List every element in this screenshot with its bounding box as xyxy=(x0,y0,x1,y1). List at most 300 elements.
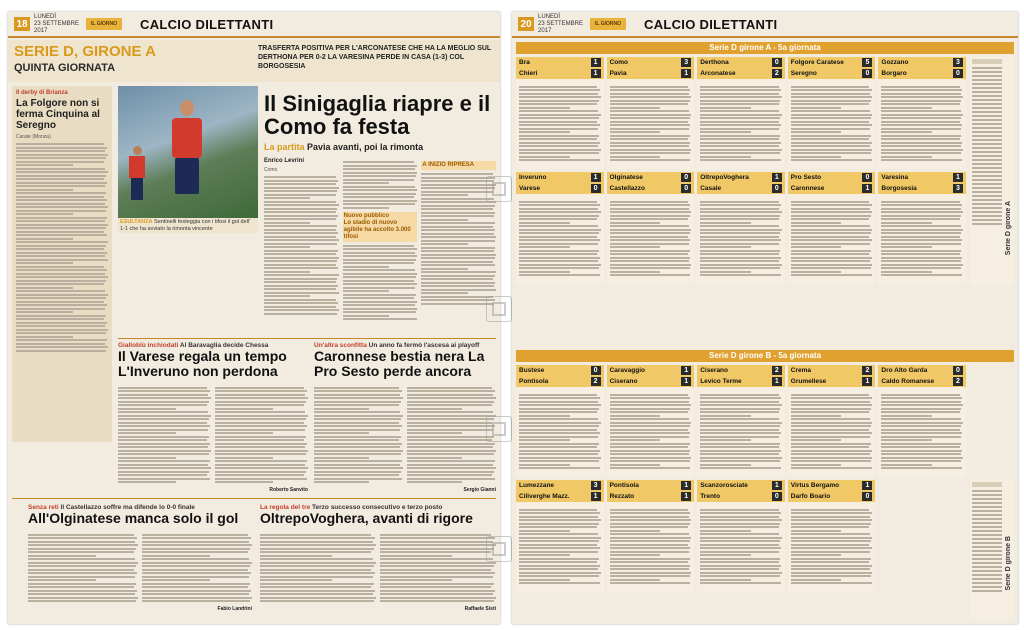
match-report-text xyxy=(878,197,966,280)
text-line xyxy=(610,117,690,119)
text-line xyxy=(610,572,692,574)
text-line xyxy=(421,194,467,196)
match-report-text xyxy=(516,505,604,588)
match-box xyxy=(697,172,785,284)
text-line xyxy=(142,565,250,567)
text-line xyxy=(881,89,962,91)
group-a-matches xyxy=(516,57,966,284)
text-line xyxy=(519,93,598,95)
text-line xyxy=(519,464,570,466)
away-team: Pavia xyxy=(609,70,627,77)
text-line xyxy=(791,464,842,466)
match-header xyxy=(788,480,876,502)
text-line xyxy=(264,288,336,290)
text-line xyxy=(16,213,73,215)
text-line xyxy=(610,100,690,102)
story-author: Sergio Gianni xyxy=(463,486,496,493)
home-score: 0 xyxy=(953,366,963,375)
text-line xyxy=(421,275,494,277)
text-line xyxy=(972,526,1002,528)
text-line xyxy=(16,304,107,306)
text-line xyxy=(700,156,751,158)
text-line xyxy=(519,425,599,427)
text-line xyxy=(610,540,690,542)
text-line xyxy=(700,89,781,91)
text-line xyxy=(700,436,779,438)
text-line xyxy=(791,418,870,420)
text-line xyxy=(791,582,872,584)
text-line xyxy=(264,225,337,227)
text-line xyxy=(972,586,1002,588)
text-line xyxy=(343,207,389,209)
text-line xyxy=(343,294,416,296)
text-line xyxy=(700,246,751,248)
text-line xyxy=(972,123,1002,125)
text-line xyxy=(700,96,782,98)
match-header xyxy=(607,57,695,79)
text-line xyxy=(16,266,104,268)
text-line xyxy=(519,96,601,98)
text-line xyxy=(972,175,1002,177)
text-line xyxy=(314,439,399,441)
text-line xyxy=(215,425,307,427)
text-line xyxy=(260,534,371,536)
text-line xyxy=(314,457,369,459)
text-line xyxy=(700,93,779,95)
story-body xyxy=(314,382,496,485)
text-line xyxy=(610,250,690,252)
text-line xyxy=(700,236,778,238)
text-line xyxy=(881,93,960,95)
text-line xyxy=(519,582,600,584)
text-line xyxy=(16,164,73,166)
text-line xyxy=(407,411,493,413)
text-line xyxy=(407,390,495,392)
text-line xyxy=(28,593,135,595)
text-line xyxy=(16,252,107,254)
text-line xyxy=(972,115,1002,117)
text-line xyxy=(380,572,495,574)
home-team: Scanzorosciate xyxy=(700,482,748,489)
text-line xyxy=(28,586,134,588)
text-line xyxy=(343,172,418,174)
text-line xyxy=(519,558,599,560)
story-body xyxy=(118,382,308,485)
text-line xyxy=(118,436,209,438)
text-line xyxy=(700,558,780,560)
main-article-column xyxy=(343,158,418,338)
text-line xyxy=(881,114,963,116)
text-line xyxy=(791,211,873,213)
group-b-bar: Serie D girone B - 5a giornata xyxy=(516,350,1014,362)
text-line xyxy=(215,422,304,424)
text-line xyxy=(791,274,872,276)
text-line xyxy=(215,436,306,438)
text-line xyxy=(118,481,176,483)
text-line xyxy=(700,274,781,276)
text-line xyxy=(260,544,376,546)
watermark-stamp xyxy=(486,296,512,322)
home-team: Bustese xyxy=(519,367,545,374)
text-line xyxy=(118,471,209,473)
text-line xyxy=(791,117,871,119)
text-line xyxy=(881,239,962,241)
text-line xyxy=(610,582,691,584)
text-line xyxy=(407,429,493,431)
text-line xyxy=(700,450,781,452)
story-kicker-lead: Un'altra sconfitta xyxy=(314,342,367,349)
text-line xyxy=(519,411,597,413)
away-team: Rezzato xyxy=(609,493,635,500)
text-line xyxy=(407,401,494,403)
text-line xyxy=(519,243,598,245)
text-line xyxy=(791,218,869,220)
text-line xyxy=(519,533,598,535)
text-line xyxy=(519,523,599,525)
text-line xyxy=(28,572,137,574)
text-line xyxy=(791,89,872,91)
text-line xyxy=(314,411,400,413)
text-line xyxy=(791,579,842,581)
photo-caption xyxy=(118,218,258,233)
group-b-matches xyxy=(516,365,966,592)
text-line xyxy=(610,429,688,431)
text-line xyxy=(700,117,780,119)
text-line xyxy=(519,418,598,420)
story-kicker-text: Al Baravaglia decide Chessa xyxy=(179,342,269,349)
text-line xyxy=(314,467,403,469)
text-line xyxy=(28,558,135,560)
text-line xyxy=(791,551,870,553)
text-line xyxy=(700,464,751,466)
text-line xyxy=(28,537,137,539)
text-line xyxy=(972,79,1002,81)
text-line xyxy=(610,579,661,581)
serie-subtitle: QUINTA GIORNATA xyxy=(14,62,116,74)
home-team: Virtus Bergamo xyxy=(790,482,840,489)
text-line xyxy=(791,135,871,137)
main-body-text xyxy=(421,173,496,305)
match-box xyxy=(788,480,876,592)
text-line xyxy=(791,509,869,511)
text-line xyxy=(791,159,872,161)
text-line xyxy=(519,457,601,459)
text-line xyxy=(16,206,108,208)
text-line xyxy=(264,292,339,294)
text-line xyxy=(519,394,597,396)
away-score: 0 xyxy=(862,69,872,78)
text-line xyxy=(610,201,688,203)
text-line xyxy=(700,397,781,399)
text-line xyxy=(215,390,307,392)
text-line xyxy=(118,460,210,462)
text-line xyxy=(881,236,959,238)
text-line xyxy=(421,257,494,259)
text-line xyxy=(610,464,661,466)
text-line xyxy=(700,208,779,210)
text-line xyxy=(16,297,106,299)
text-line xyxy=(16,245,106,247)
match-report-text xyxy=(516,197,604,280)
text-line xyxy=(972,71,1002,73)
text-line xyxy=(791,131,842,133)
text-line xyxy=(16,210,106,212)
text-line xyxy=(610,110,689,112)
text-line xyxy=(700,547,781,549)
text-line xyxy=(791,86,869,88)
text-line xyxy=(972,522,1002,524)
text-line xyxy=(881,397,962,399)
text-line xyxy=(407,436,494,438)
main-location: Como xyxy=(264,167,278,173)
text-line xyxy=(791,533,870,535)
text-line xyxy=(791,530,842,532)
match-header xyxy=(516,480,604,502)
text-line xyxy=(16,311,73,313)
text-line xyxy=(791,446,869,448)
text-line xyxy=(700,222,751,224)
text-line xyxy=(881,411,959,413)
away-score: 0 xyxy=(953,69,963,78)
text-line xyxy=(700,110,779,112)
home-score: 0 xyxy=(772,58,782,67)
text-line xyxy=(16,332,106,334)
text-line xyxy=(972,67,1002,69)
match-report-text xyxy=(607,82,695,165)
text-line xyxy=(972,199,1002,201)
text-line xyxy=(343,304,415,306)
main-subhead-text: Lo stadio di nuovo agibile ha accolto 3.000 tifosi xyxy=(343,219,411,240)
text-line xyxy=(16,199,107,201)
text-line xyxy=(610,89,691,91)
text-line xyxy=(791,544,869,546)
text-line xyxy=(610,443,690,445)
text-line xyxy=(700,225,779,227)
text-line xyxy=(519,246,570,248)
text-line xyxy=(16,322,107,324)
home-score: 2 xyxy=(772,366,782,375)
text-line xyxy=(881,117,961,119)
match-report-text xyxy=(607,197,695,280)
text-line xyxy=(791,404,873,406)
text-line xyxy=(421,180,493,182)
text-line xyxy=(791,415,842,417)
text-line xyxy=(610,422,692,424)
text-line xyxy=(700,408,780,410)
text-line xyxy=(519,211,601,213)
photo-caption-lead: ESULTANZA xyxy=(120,219,153,225)
text-line xyxy=(314,460,402,462)
text-line xyxy=(700,260,779,262)
text-line xyxy=(610,519,692,521)
match-header xyxy=(878,172,966,194)
text-line xyxy=(16,339,107,341)
match-header xyxy=(516,172,604,194)
text-line xyxy=(16,178,104,180)
text-line xyxy=(343,262,415,264)
player-photo xyxy=(118,86,258,218)
away-team: Ciliverghe Mazz. xyxy=(519,493,570,500)
text-line xyxy=(881,246,932,248)
story-kicker-text: Terzo successo consecutivo e terzo posto xyxy=(312,504,443,511)
text-line xyxy=(118,418,209,420)
text-line xyxy=(260,565,374,567)
main-deck xyxy=(264,142,496,152)
text-line xyxy=(260,537,375,539)
main-headline: Il Sinigaglia riapre e il Como fa festa xyxy=(264,91,491,139)
text-line xyxy=(28,576,135,578)
text-line xyxy=(791,540,871,542)
text-line xyxy=(700,239,781,241)
text-line xyxy=(972,534,1002,536)
text-line xyxy=(421,191,493,193)
text-line xyxy=(972,538,1002,540)
story-title: Il Varese regala un tempo L'Inveruno non perdona xyxy=(118,348,287,379)
publication-badge: IL GIORNO xyxy=(590,18,626,30)
text-line xyxy=(972,223,1002,225)
text-line xyxy=(610,145,689,147)
text-line xyxy=(118,390,210,392)
away-score: 2 xyxy=(772,69,782,78)
text-line xyxy=(519,260,598,262)
text-line xyxy=(972,179,1002,181)
text-line xyxy=(972,99,1002,101)
text-line xyxy=(118,457,176,459)
text-line xyxy=(28,600,136,602)
serie-header xyxy=(8,40,500,82)
text-line xyxy=(972,147,1002,149)
text-line xyxy=(407,425,495,427)
text-line xyxy=(972,167,1002,169)
text-line xyxy=(791,156,842,158)
text-line xyxy=(881,149,963,151)
text-line xyxy=(972,103,1002,105)
text-line xyxy=(791,460,871,462)
text-line xyxy=(519,540,599,542)
story-kicker-lead: Gialloblù inchiodati xyxy=(118,342,179,349)
away-team: Trento xyxy=(700,493,721,500)
text-line xyxy=(881,138,959,140)
away-team: Borgosesia xyxy=(881,185,917,192)
text-line xyxy=(610,93,689,95)
home-score: 1 xyxy=(591,173,601,182)
text-line xyxy=(28,544,138,546)
text-line xyxy=(343,318,417,320)
text-line xyxy=(700,429,778,431)
story-kicker-lead: Senza reti xyxy=(28,504,59,511)
match-box xyxy=(697,365,785,477)
text-line xyxy=(16,248,104,250)
text-line xyxy=(881,415,932,417)
text-line xyxy=(421,240,494,242)
match-report-text xyxy=(697,82,785,165)
text-line xyxy=(16,217,107,219)
standings-header xyxy=(972,482,1002,487)
main-article-body xyxy=(264,158,496,338)
story-body-text xyxy=(118,385,211,485)
text-line xyxy=(610,229,692,231)
page-date-text: 23 SETTEMBRE 2017 xyxy=(538,20,584,34)
text-line xyxy=(791,208,870,210)
away-team: Arconatese xyxy=(700,70,736,77)
text-line xyxy=(881,156,932,158)
text-line xyxy=(519,204,600,206)
text-line xyxy=(260,576,373,578)
text-line xyxy=(16,325,105,327)
text-line xyxy=(519,422,601,424)
away-score: 2 xyxy=(591,377,601,386)
text-line xyxy=(791,408,871,410)
text-line xyxy=(16,276,108,278)
section-title: CALCIO DILETTANTI xyxy=(140,16,274,32)
text-line xyxy=(118,453,209,455)
text-line xyxy=(407,464,493,466)
text-line xyxy=(215,418,306,420)
text-line xyxy=(343,276,416,278)
text-line xyxy=(791,138,869,140)
text-line xyxy=(343,259,416,261)
text-line xyxy=(791,457,873,459)
text-line xyxy=(380,537,495,539)
text-line xyxy=(260,555,332,557)
text-line xyxy=(118,425,210,427)
home-team: Pro Sesto xyxy=(790,174,822,181)
match-report-text xyxy=(697,505,785,588)
text-line xyxy=(215,446,305,448)
text-line xyxy=(519,551,598,553)
text-line xyxy=(610,453,689,455)
text-line xyxy=(407,387,492,389)
text-line xyxy=(343,283,417,285)
right-newspaper-page xyxy=(512,12,1018,624)
text-line xyxy=(264,236,336,238)
text-line xyxy=(700,243,779,245)
text-line xyxy=(215,450,308,452)
home-team: Ciserano xyxy=(700,367,729,374)
text-line xyxy=(610,460,690,462)
text-line xyxy=(519,467,600,469)
text-line xyxy=(972,578,1002,580)
text-line xyxy=(972,139,1002,141)
text-line xyxy=(215,415,308,417)
away-score: 1 xyxy=(862,184,872,193)
text-line xyxy=(215,481,273,483)
text-line xyxy=(421,208,493,210)
text-line xyxy=(972,135,1002,137)
text-line xyxy=(519,114,601,116)
text-line xyxy=(407,415,496,417)
text-line xyxy=(314,425,402,427)
text-line xyxy=(700,267,780,269)
text-line xyxy=(16,231,104,233)
text-line xyxy=(972,155,1002,157)
text-line xyxy=(700,229,782,231)
text-line xyxy=(264,239,339,241)
text-line xyxy=(610,107,661,109)
text-line xyxy=(264,278,337,280)
story-varese xyxy=(118,342,308,493)
text-line xyxy=(407,474,492,476)
text-line xyxy=(881,107,932,109)
text-line xyxy=(610,131,661,133)
text-line xyxy=(881,124,962,126)
text-line xyxy=(215,432,273,434)
text-line xyxy=(314,481,369,483)
watermark-stamp xyxy=(486,416,512,442)
text-line xyxy=(142,534,248,536)
text-line xyxy=(700,516,779,518)
text-line xyxy=(972,183,1002,185)
